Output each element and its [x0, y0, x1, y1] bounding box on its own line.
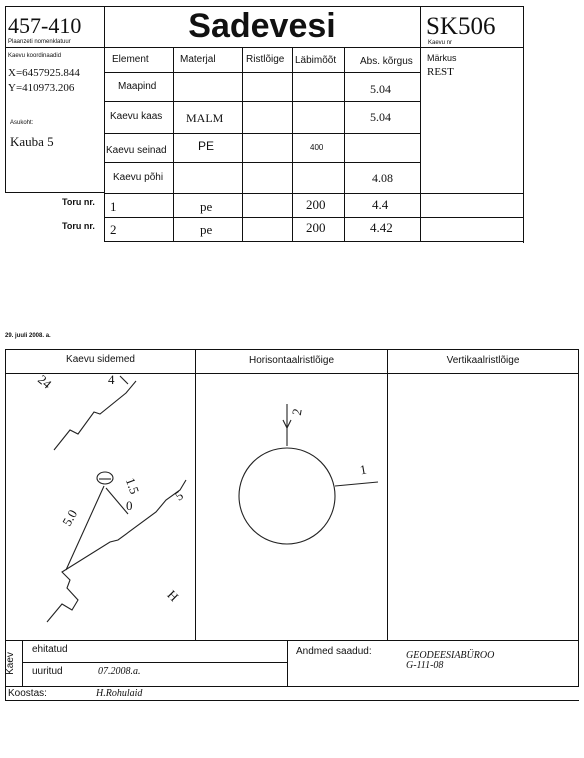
annotation-15: 1.5	[122, 475, 143, 497]
pipe-material: pe	[200, 222, 213, 237]
footer	[0, 630, 584, 710]
pipe-diameter: 200	[306, 197, 326, 212]
location-label: Asukoht:	[10, 120, 34, 126]
annotation-h1: 1	[358, 461, 368, 478]
pipe-number: 1	[110, 199, 117, 214]
header-abs-height: Abs. kõrgus	[360, 56, 413, 67]
nomenclature-label: Plaanzeti nomenklatuur	[8, 39, 71, 45]
row-abs: 5.04	[370, 110, 391, 124]
annotation-4: 4	[108, 372, 115, 387]
coord-x: X=6457925.844	[8, 67, 80, 79]
panel-title-connections: Kaevu sidemed	[66, 354, 135, 365]
header-cross-section: Ristlõige	[246, 54, 285, 65]
annotation-h2: 2	[288, 407, 305, 417]
pipe-diameter: 200	[306, 220, 326, 235]
row-element: Maapind	[118, 81, 157, 92]
remarks-value: REST	[427, 66, 454, 78]
page-title: Sadevesi	[188, 7, 336, 45]
date-line: 29. juuli 2008. a.	[5, 333, 51, 339]
row-abs: 4.08	[372, 171, 393, 185]
header-material: Materjal	[180, 54, 216, 65]
row-material: MALM	[186, 111, 224, 125]
row-abs: 5.04	[370, 82, 391, 96]
row-material: PE	[198, 139, 215, 153]
uuritud-value: 07.2008.a.	[98, 666, 141, 677]
header-element: Element	[112, 54, 149, 65]
pipe-material: pe	[200, 199, 213, 214]
row-element: Kaevu põhi	[113, 172, 164, 183]
koostas-value: H.Rohulaid	[96, 688, 143, 699]
row-diameter: 400	[310, 143, 324, 152]
annotation-24: 24	[35, 371, 55, 392]
kaev-label: Kaev	[4, 652, 16, 675]
location-value: Kauba 5	[10, 134, 54, 149]
koostas-label: Koostas:	[8, 688, 47, 699]
ehitatud-label: ehitatud	[32, 644, 68, 655]
pipe-label: Toru nr.	[62, 221, 95, 231]
header-diameter: Läbimõõt	[295, 55, 337, 66]
andmed-value-1: GEODEESIABÜROO	[406, 650, 495, 661]
panel-title-horizontal: Horisontaalristlõige	[248, 355, 335, 366]
annotation-h: H	[164, 587, 182, 605]
andmed-label: Andmed saadud:	[296, 646, 372, 657]
row-element: Kaevu seinad	[106, 145, 167, 156]
coords-label: Kaevu koordinaadid	[8, 53, 62, 59]
well-number: SK506	[426, 13, 496, 40]
uuritud-label: uuritud	[32, 666, 63, 677]
pipe-abs: 4.4	[372, 197, 389, 212]
andmed-value-2: G-111-08	[406, 660, 444, 671]
pipe-number: 2	[110, 222, 117, 237]
coord-y: Y=410973.206	[8, 82, 75, 94]
well-number-label: Kaevu nr	[428, 40, 453, 46]
annotation-0: 0	[126, 498, 133, 513]
pipe-abs: 4.42	[370, 220, 393, 235]
annotation-50: 5.0	[59, 506, 81, 529]
pipe-label: Toru nr.	[62, 197, 95, 207]
row-element: Kaevu kaas	[110, 111, 163, 122]
annotation-5: 5	[171, 487, 186, 504]
remarks-label: Märkus	[427, 53, 457, 63]
panel-title-vertical: Vertikaalristlõige	[446, 355, 520, 366]
nomenclature-code: 457-410	[8, 13, 82, 38]
